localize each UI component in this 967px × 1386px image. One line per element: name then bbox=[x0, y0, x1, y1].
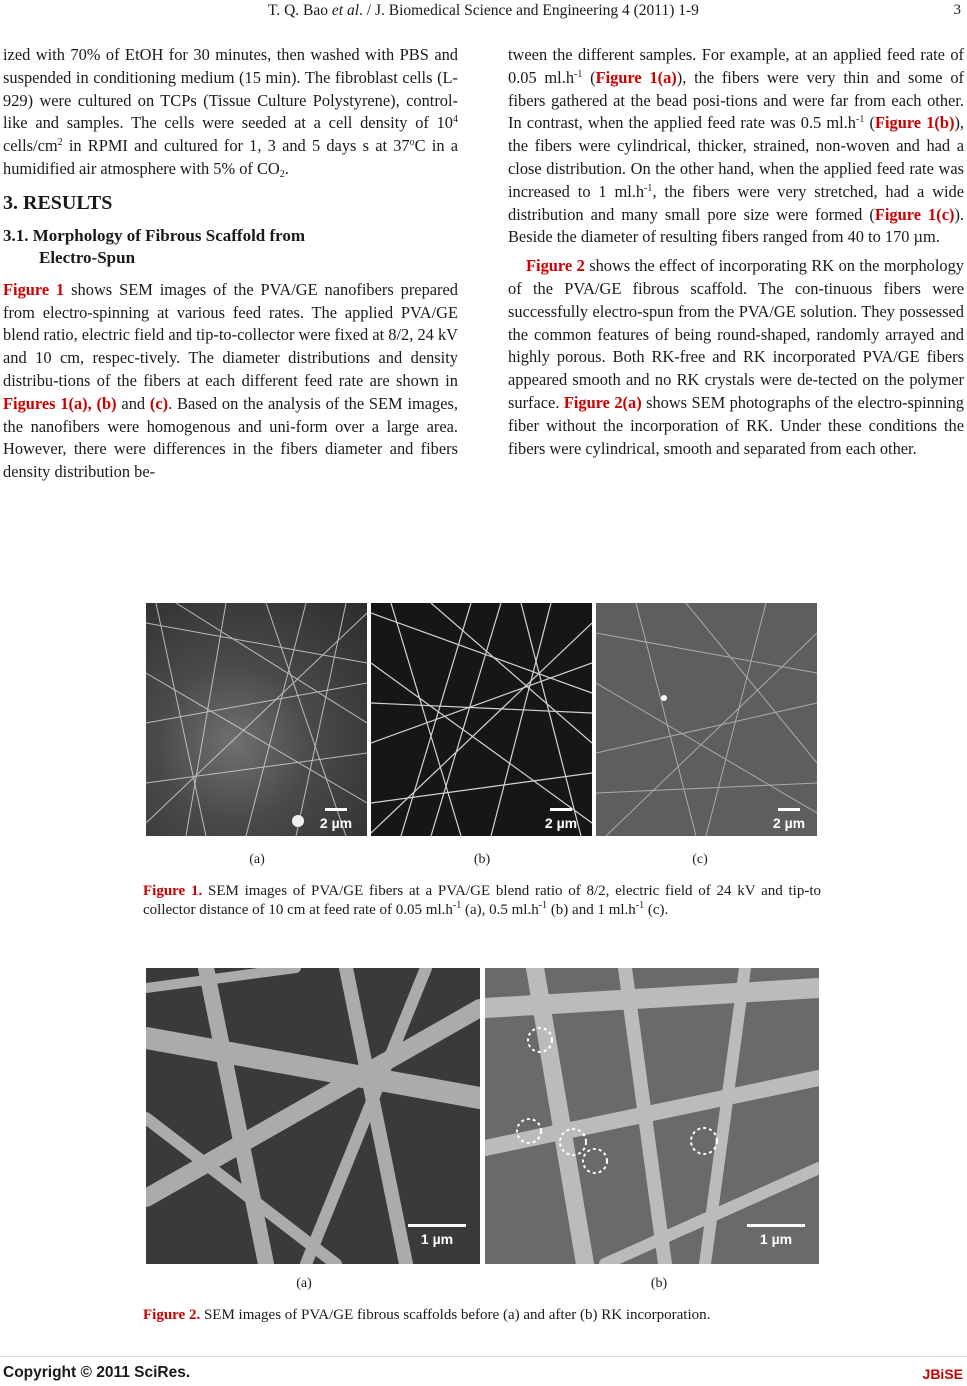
copyright-notice: Copyright © 2011 SciRes. bbox=[3, 1364, 191, 1381]
subsection-heading: 3.1. Morphology of Fibrous Scaffold from Electro-Spun bbox=[3, 225, 306, 267]
figure1-label-b: (b) bbox=[473, 852, 491, 867]
figure2-label-a: (a) bbox=[296, 1276, 312, 1291]
scale-bar: 2 µm bbox=[316, 808, 356, 831]
paragraph-methods-end: ized with 70% of EtOH for 30 minutes, then washed with PBS and suspended in conditioning medium (15 min). The fibroblast cells (L-929) were cultured on TCPs (Tissue Culture Polystyrene), control-like and samples. The cells were seeded at a cell density of $10^4$ cells/$cm^2$ in RPMI and cultured for 1, 3 and 5 days s at 37$^o$C in a humidified air atmosphere with 5% of $CO_2$. bbox=[3, 45, 458, 180]
figure2-panel-a bbox=[146, 968, 480, 1264]
left-column bbox=[3, 44, 458, 484]
figure-reference-link[interactable]: Figure 1(a) bbox=[595, 67, 677, 87]
figure2-panel-b bbox=[485, 968, 819, 1264]
figure2-caption: Figure 2. SEM images of PVA/GE fibrous scaffolds before (a) and after (b) RK incorporation. bbox=[143, 1307, 711, 1323]
page-number: 3 bbox=[953, 2, 961, 18]
section-heading: 3. RESULTS bbox=[3, 191, 113, 214]
right-column bbox=[508, 44, 964, 460]
figure-reference-link[interactable]: Figure 1 bbox=[3, 279, 65, 299]
running-title: T. Q. Bao et al. / J. Biomedical Science and Engineering 4 (2011) 1-9 bbox=[268, 2, 699, 19]
paragraph-feed-rate: tween the different samples. For example, at an applied feed rate of 0.05 $ml.h^{-1}$ (Figure 1(a)), the fibers were very thin and some of fibers gathered at the bead posi-tions and were far from each other. In contrast, when the applied feed rate was 0.5 $ml.h^{-1}$ (Figure 1(b)), the fibers were cylindrical, thicker, strained, non-woven and had a close distribution. On the other hand, when the applied feed rate was increased to 1 $ml.h^{-1}$, the fibers were very stretched, had a wide distribution and many small pore size were formed (Figure 1(c)). Beside the diameter of resulting fibers ranged from 40 to 170 µm. bbox=[508, 45, 965, 247]
figure1-panel-a bbox=[146, 603, 367, 836]
figure-reference-link[interactable]: Figure 1(c) bbox=[874, 204, 955, 224]
figure1-label-c: (c) bbox=[692, 852, 708, 867]
paragraph-figure2-intro: Figure 2 shows the effect of incorporating RK on the morphology of the PVA/GE fibrous scaffold. The con-tinuous fibers were successfully electro-spun from the PVA/GE solution. They possessed the common features of being round-shaped, randomly arrayed and highly porous. Both RK-free and RK incorporated PVA/GE fibers appeared smooth and no RK crystals were de-tected on the polymer surface. Figure 2(a) shows SEM photographs of the electro-spinning fiber without the incorporation of RK. Under these conditions the fibers were cylindrical, smooth and separated from each other. bbox=[508, 256, 964, 458]
figure-reference-link[interactable]: (c) bbox=[149, 393, 169, 413]
footer-divider bbox=[0, 1356, 967, 1357]
sem-fibers-image bbox=[596, 603, 817, 836]
journal-abbreviation: JBiSE bbox=[922, 1366, 963, 1382]
figure-reference-link[interactable]: Figure 2(a) bbox=[563, 392, 642, 412]
scale-bar: 1 µm bbox=[743, 1224, 809, 1247]
figure1-panel-b bbox=[371, 603, 592, 836]
paragraph-figure1-intro: Figure 1 shows SEM images of the PVA/GE nanofibers prepared from electro-spinning at various feed rates. The applied PVA/GE blend ratio, electric field and tip-to-collector were fixed at 8/2, 24 kV and 10 cm, respec-tively. The diameter distributions and density distribu-tions of the fibers at each different feed rate are shown in Figures 1(a), (b) and (c). Based on the analysis of the SEM images, the nanofibers were homogenous and uni-form over a large area. However, there were differences in the fibers diameter and fibers density distribution be- bbox=[3, 279, 458, 482]
figure2-label-b: (b) bbox=[650, 1276, 668, 1291]
figure-reference-link[interactable]: Figure 2 bbox=[526, 256, 585, 276]
figure1-label-a: (a) bbox=[249, 852, 265, 867]
sem-fibers-image bbox=[146, 968, 480, 1264]
figure-reference-link[interactable]: Figures 1(a), (b) bbox=[3, 393, 117, 413]
scale-bar: 2 µm bbox=[541, 808, 581, 831]
sem-fibers-image bbox=[146, 603, 367, 836]
sem-fibers-image bbox=[485, 968, 819, 1264]
figure1-panel-c bbox=[596, 603, 817, 836]
figure1-caption: Figure 1. SEM images of PVA/GE fibers at a PVA/GE blend ratio of 8/2, electric field of 24 kV and tip-to collector distance of 10 cm at feed rate of 0.05 $ml.h^{-1}$ (a), 0.5 $ml.h^{-1}$ (b) and 1 $ml.h^{-1}$ (c). bbox=[143, 883, 821, 918]
scale-bar: 2 µm bbox=[768, 808, 810, 831]
figure-reference-link[interactable]: Figure 1(b) bbox=[874, 113, 955, 133]
running-header bbox=[0, 0, 967, 22]
scale-bar: 1 µm bbox=[404, 1224, 470, 1247]
sem-fibers-image bbox=[371, 603, 592, 836]
